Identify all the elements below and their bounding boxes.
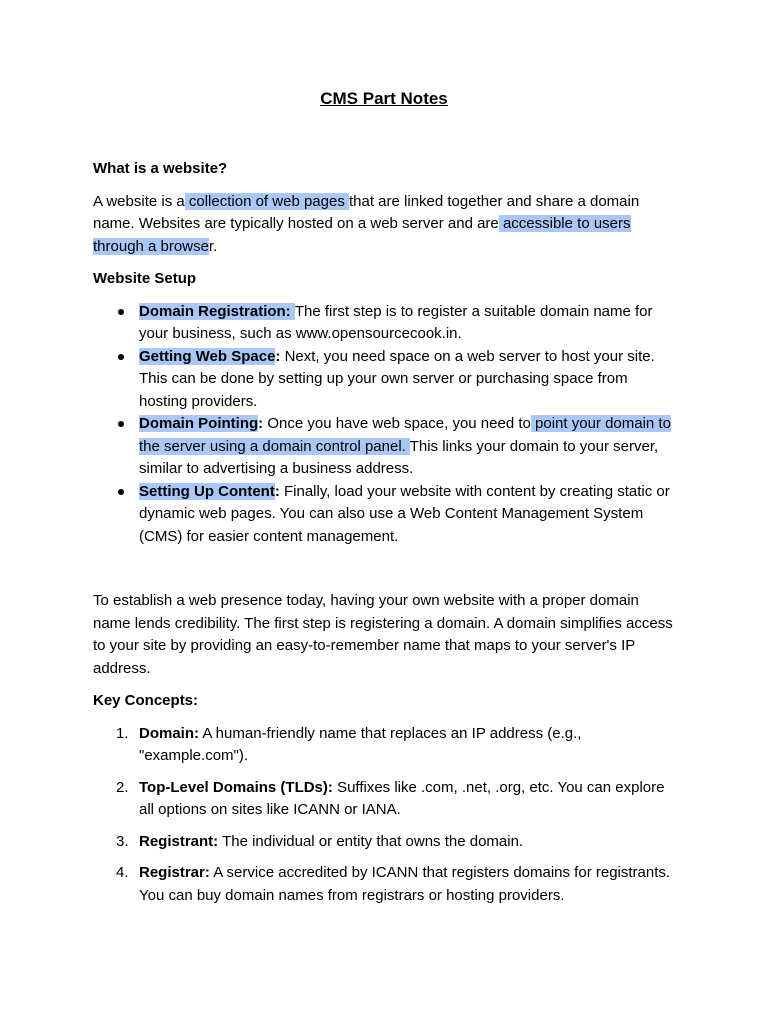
item-text: Once you have web space, you need to (263, 415, 531, 432)
highlight-collection: collection of web pages (184, 192, 349, 210)
item-text: The individual or entity that owns the domain. (218, 832, 524, 850)
term-tlds: Top-Level Domains (TLDs): (139, 778, 333, 796)
paragraph-web-presence: To establish a web presence today, having your own website with a proper domain name lends credibility. The first step is registering a domain. A domain simplifies access to your site by providing an easy-to-remember name that maps to your server's IP address. (93, 592, 673, 677)
term-domain-registration: Domain Registration: (139, 302, 295, 320)
term-colon: : (274, 482, 280, 500)
list-item-domain-pointing (139, 413, 678, 481)
spacer (93, 548, 678, 590)
term-domain-pointing: Domain Pointing (139, 415, 259, 432)
highlight-point-domain: point your domain to the server using a domain control panel. (139, 415, 671, 455)
item-number: 1. (116, 724, 129, 742)
item-text: A service accredited by ICANN that registers domains for registrants. You can buy domain names from registrars or hosting providers. (139, 864, 671, 904)
page-title: CMS Part Notes (320, 89, 448, 108)
term-domain: Domain: (139, 724, 199, 742)
setup-list (93, 301, 678, 549)
list-item-registrant (116, 831, 678, 854)
term-colon: : (258, 415, 264, 432)
term-registrar: Registrar: (139, 864, 210, 881)
text-segment: A website is a (93, 192, 185, 210)
document-body (93, 158, 678, 916)
item-number: 2. (116, 778, 129, 796)
highlight-accessible: accessible to users through a browse (93, 215, 631, 255)
item-text: Suffixes like .com, .net, .org, etc. You can explore all options on sites like ICANN or IANA. (139, 778, 665, 818)
item-text: The first step is to register a suitable domain name for your business, such as www.opensourcecook.in. (139, 302, 653, 342)
term-setting-up-content: Setting Up Content (139, 482, 275, 500)
term-registrant: Registrant: (139, 832, 219, 850)
item-text: A human-friendly name that replaces an IP address (e.g., "example.com"). (139, 724, 582, 764)
list-item-domain (116, 723, 678, 768)
term-colon: : (275, 347, 281, 365)
term-getting-web-space: Getting Web Space (139, 347, 276, 365)
text-segment: that are linked together and share a domain name. Websites are typically hosted on a web server and are (93, 192, 640, 232)
concepts-list (93, 723, 678, 908)
list-item-setting-up-content (139, 481, 678, 549)
item-text: This links your domain to your server, similar to advertising a business address. (139, 437, 659, 477)
list-item-domain-registration (139, 301, 678, 346)
heading-website-setup: Website Setup (93, 270, 197, 287)
paragraph-website-definition (93, 191, 678, 259)
item-text: Next, you need space on a web server to host your site. This can be done by setting up your own server or purchasing space from hosting providers. (139, 347, 655, 410)
heading-what-is-website: What is a website? (93, 160, 228, 177)
item-number: 4. (116, 864, 129, 881)
heading-key-concepts: Key Concepts: (93, 692, 199, 709)
item-text: Finally, load your website with content by creating static or dynamic web pages. You can also use a Web Content Management System (CMS) for easier content management. (139, 482, 670, 545)
list-item-getting-web-space (139, 346, 678, 414)
item-number: 3. (116, 832, 129, 850)
list-item-tlds (116, 777, 678, 822)
list-item-registrar (116, 862, 678, 907)
text-segment: r. (208, 237, 218, 255)
